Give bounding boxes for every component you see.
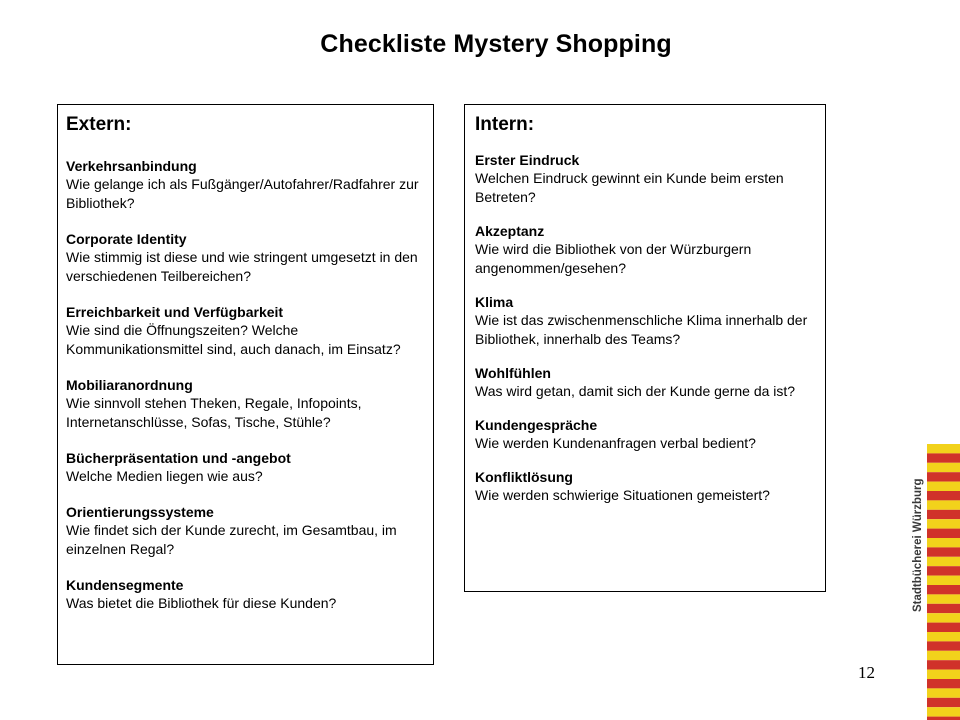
logo-stripe bbox=[927, 444, 960, 453]
section-title: Erster Eindruck bbox=[475, 152, 580, 168]
logo-stripe bbox=[927, 613, 960, 622]
logo-stripe bbox=[927, 641, 960, 650]
logo-stripe bbox=[927, 463, 960, 472]
logo-text: Stadtbücherei Würzburg bbox=[912, 478, 924, 612]
extern-section bbox=[66, 231, 425, 286]
extern-section bbox=[66, 158, 425, 213]
section-title: Klima bbox=[475, 294, 514, 310]
section-text: Wie werden Kundenanfragen verbal bedient? bbox=[475, 435, 756, 451]
logo-stripe bbox=[927, 679, 960, 688]
page-title: Checkliste Mystery Shopping bbox=[320, 30, 672, 58]
section-text: Wie sind die Öffnungszeiten? Welche Kommunikationsmittel sind, auch danach, im Einsatz? bbox=[66, 322, 401, 357]
logo-stripe bbox=[927, 698, 960, 707]
section-title: Kundensegmente bbox=[66, 577, 184, 593]
section-text: Wie stimmig ist diese und wie stringent umgesetzt in den verschiedenen Teilbereichen? bbox=[66, 249, 418, 284]
intern-section bbox=[475, 417, 817, 453]
section-title: Orientierungssysteme bbox=[66, 504, 214, 520]
logo-stripe bbox=[927, 585, 960, 594]
extern-section bbox=[66, 504, 425, 559]
intern-section bbox=[475, 469, 817, 505]
section-text: Wie werden schwierige Situationen gemeistert? bbox=[475, 487, 770, 503]
logo-stripe bbox=[927, 594, 960, 603]
section-title: Konfliktlösung bbox=[475, 469, 573, 485]
section-title: Kundengespräche bbox=[475, 417, 598, 433]
logo-stripe bbox=[927, 472, 960, 481]
logo-stripe bbox=[927, 557, 960, 566]
intern-section bbox=[475, 223, 817, 278]
logo-stripe bbox=[927, 717, 960, 720]
intern-heading: Intern: bbox=[475, 114, 535, 135]
logo-stripe bbox=[927, 453, 960, 462]
stadtbuecherei-logo bbox=[905, 440, 960, 720]
intern-section bbox=[475, 152, 817, 207]
section-text: Wie ist das zwischenmenschliche Klima innerhalb der Bibliothek, innerhalb des Teams? bbox=[475, 312, 808, 347]
page-number: 12 bbox=[858, 663, 875, 682]
extern-section bbox=[66, 377, 425, 432]
logo-stripe bbox=[927, 500, 960, 509]
section-title: Verkehrsanbindung bbox=[66, 158, 197, 174]
section-text: Wie gelange ich als Fußgänger/Autofahrer/Radfahrer zur Bibliothek? bbox=[66, 176, 419, 211]
section-text: Welchen Eindruck gewinnt ein Kunde beim ersten Betreten? bbox=[475, 170, 784, 205]
logo-stripe bbox=[927, 547, 960, 556]
logo-stripe bbox=[927, 510, 960, 519]
logo-stripe bbox=[927, 576, 960, 585]
extern-section bbox=[66, 577, 425, 613]
logo-stripe bbox=[927, 707, 960, 716]
section-title: Mobiliaranordnung bbox=[66, 377, 193, 393]
logo-stripe bbox=[927, 519, 960, 528]
logo-stripe bbox=[927, 482, 960, 491]
extern-section bbox=[66, 450, 425, 486]
logo-stripe bbox=[927, 670, 960, 679]
section-text: Wie wird die Bibliothek von der Würzburgern angenommen/gesehen? bbox=[475, 241, 752, 276]
logo-stripes bbox=[927, 444, 960, 720]
section-text: Was wird getan, damit sich der Kunde gerne da ist? bbox=[475, 383, 796, 399]
logo-stripe bbox=[927, 660, 960, 669]
logo-stripe bbox=[927, 538, 960, 547]
section-title: Bücherpräsentation und -angebot bbox=[66, 450, 291, 466]
section-text: Wie findet sich der Kunde zurecht, im Gesamtbau, im einzelnen Regal? bbox=[66, 522, 397, 557]
section-text: Was bietet die Bibliothek für diese Kunden? bbox=[66, 595, 337, 611]
extern-heading: Extern: bbox=[66, 114, 132, 135]
section-title: Erreichbarkeit und Verfügbarkeit bbox=[66, 304, 284, 320]
section-title: Wohlfühlen bbox=[475, 365, 551, 381]
logo-stripe bbox=[927, 688, 960, 697]
section-text: Wie sinnvoll stehen Theken, Regale, Infopoints, Internetanschlüsse, Sofas, Tische, Stühle? bbox=[66, 395, 362, 430]
intern-section bbox=[475, 294, 817, 349]
logo-stripe bbox=[927, 623, 960, 632]
intern-section bbox=[475, 365, 817, 401]
section-text: Welche Medien liegen wie aus? bbox=[66, 468, 263, 484]
logo-stripe bbox=[927, 529, 960, 538]
logo-stripe bbox=[927, 651, 960, 660]
logo-stripe bbox=[927, 632, 960, 641]
section-title: Akzeptanz bbox=[475, 223, 545, 239]
extern-box bbox=[57, 104, 434, 665]
logo-stripe bbox=[927, 566, 960, 575]
section-title: Corporate Identity bbox=[66, 231, 187, 247]
logo-stripe bbox=[927, 491, 960, 500]
logo-stripe bbox=[927, 604, 960, 613]
intern-box bbox=[464, 104, 826, 592]
extern-section bbox=[66, 304, 425, 359]
